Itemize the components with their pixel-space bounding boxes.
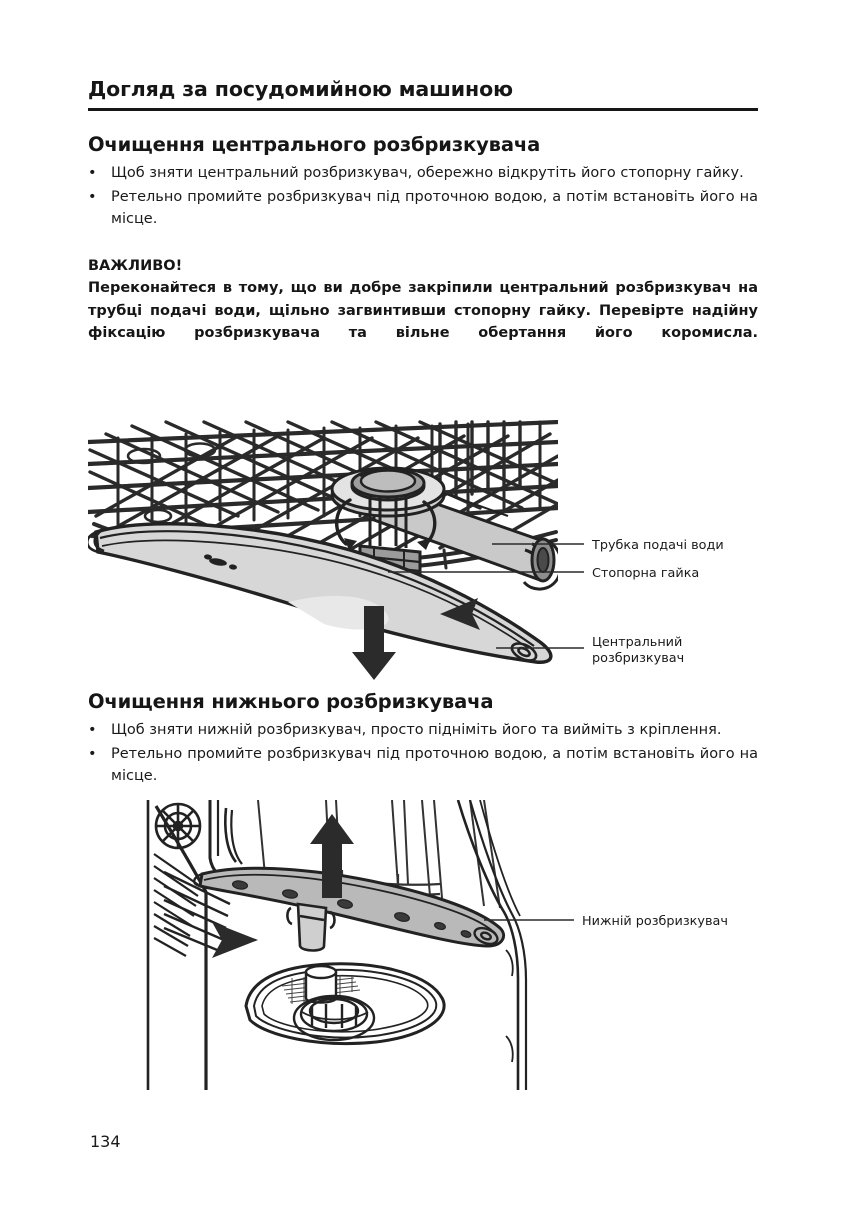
header-rule	[88, 108, 758, 112]
callout-locking-nut: Стопорна гайка	[592, 566, 700, 581]
figure-central-spray-arm	[88, 420, 760, 675]
important-notice-title: ВАЖЛИВО!	[88, 257, 183, 274]
page-content	[88, 78, 758, 367]
list-item-text: Щоб зняти центральний розбризкувач, обережно відкрутіть його стопорну гайку.	[111, 165, 744, 182]
list-item	[88, 744, 758, 788]
section-heading: Очищення нижнього розбризкувача	[88, 690, 494, 713]
callout-water-supply-pipe: Трубка подачі води	[592, 538, 724, 553]
page-number: 134	[90, 1132, 121, 1151]
section-lower-spray-arm	[88, 690, 758, 790]
list-item	[88, 720, 758, 742]
list-item	[88, 187, 758, 231]
important-notice	[88, 255, 758, 367]
important-notice-body: Переконайтеся в тому, що ви добре закріпили центральний розбризкувач на трубці подачі води, щільно загвинтивши стопорну гайку. Перевірте надійну фіксацію розбризкувача та вільне обертання його коромисла.	[88, 280, 758, 342]
section-central-spray-arm	[88, 133, 758, 367]
callout-central-spray-arm-line2: розбризкувач	[592, 651, 685, 666]
callout-lower-spray-arm: Нижній розбризкувач	[582, 914, 728, 929]
list-item-text: Ретельно промийте розбризкувач під проточною водою, а потім встановіть його на місце.	[111, 189, 758, 227]
bullet-icon: •	[88, 189, 97, 206]
callout-central-spray-arm-line1: Центральний	[592, 635, 683, 650]
list-item	[88, 163, 758, 185]
bullet-icon: •	[88, 722, 97, 739]
running-head: Догляд за посудомийною машиною	[88, 77, 513, 101]
figure-lower-spray-arm	[140, 800, 760, 1090]
list-item-text: Щоб зняти нижній розбризкувач, просто підніміть його та вийміть з кріплення.	[111, 722, 722, 739]
section-heading: Очищення центрального розбризкувача	[88, 133, 541, 157]
list-item-text: Ретельно промийте розбризкувач під проточною водою, а потім встановіть його на місце.	[111, 746, 758, 784]
bullet-icon: •	[88, 165, 97, 182]
bullet-icon: •	[88, 746, 97, 763]
